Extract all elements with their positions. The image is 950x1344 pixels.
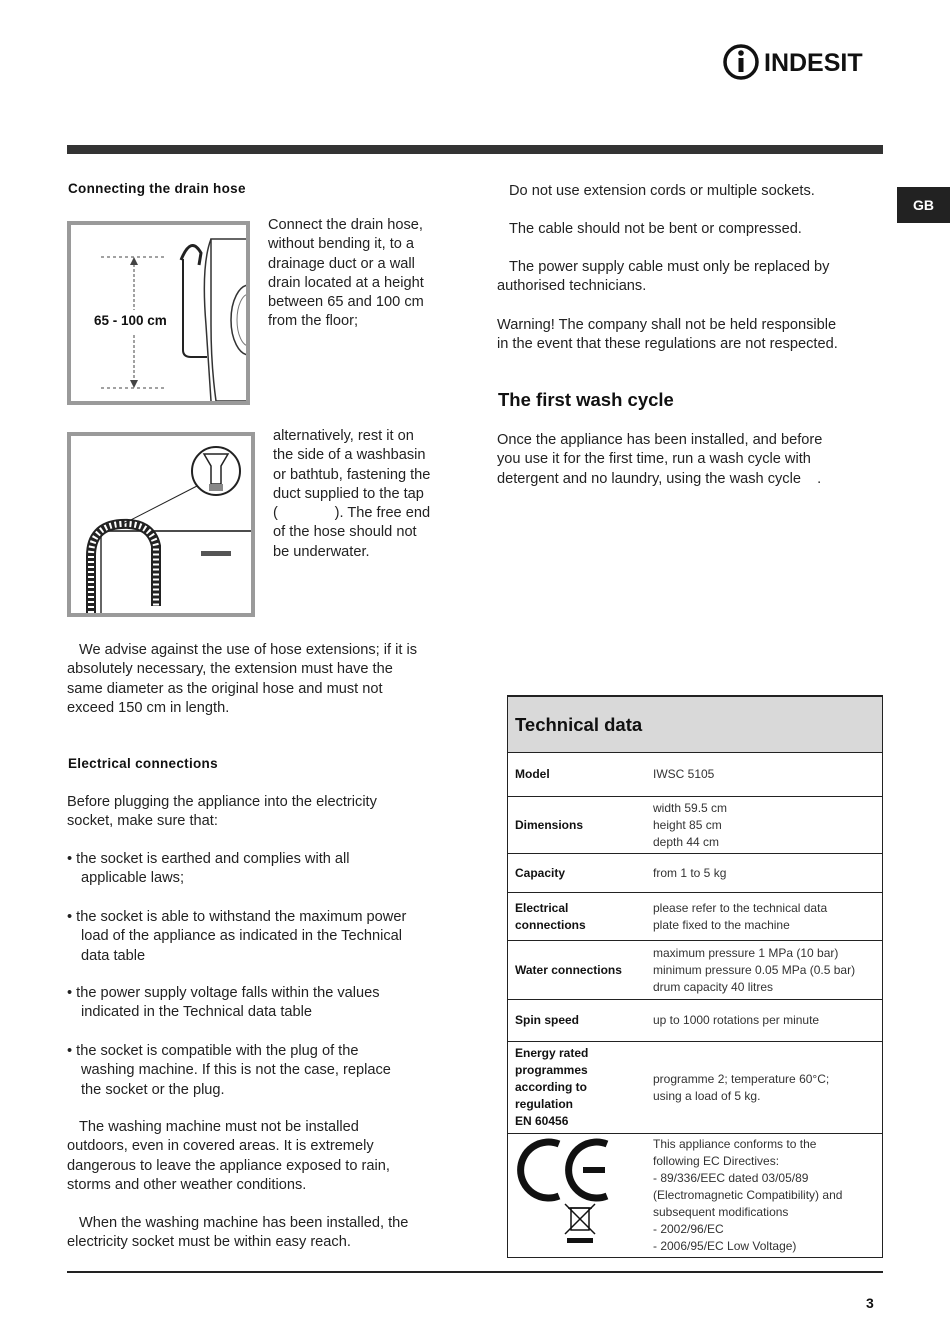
responsibility-warning: Warning! The company shall not be held responsible in the event that these regulations are not respected.: [497, 317, 838, 353]
electrical-intro: Before plugging the appliance into the electricity socket, make sure that:: [67, 794, 377, 830]
drain-height-label: 65 - 100 cm: [94, 313, 167, 328]
footer-rule: [67, 1271, 883, 1273]
technical-data-heading: Technical data: [507, 696, 883, 753]
technical-data-table: [507, 695, 883, 1258]
cable-replace-text: The power supply cable must only be replaced by authorised technicians.: [497, 259, 830, 295]
table-row: Water connections maximum pressure 1 MPa (10 bar) minimum pressure 0.05 MPa (0.5 bar) drum capacity 40 litres: [507, 941, 883, 1000]
header-rule: [67, 145, 883, 154]
cable-bend-text: The cable should not be bent or compressed.: [509, 221, 802, 237]
weee-bin-icon: [565, 1204, 595, 1243]
indesit-logo: [722, 40, 887, 84]
table-row: Model IWSC 5105: [507, 753, 883, 797]
extension-cords-text: Do not use extension cords or multiple sockets.: [509, 183, 815, 199]
electrical-bullet-2: • the socket is able to withstand the maximum power load of the appliance as indicated in the Technical data table: [67, 909, 407, 964]
electrical-bullet-3: • the power supply voltage falls within the values indicated in the Technical data table: [67, 985, 380, 1021]
electrical-heading: Electrical connections: [68, 756, 218, 771]
drain-hose-heading: Connecting the drain hose: [68, 181, 246, 196]
washbasin-hose-figure: [67, 432, 255, 617]
logo-text: INDESIT: [764, 49, 863, 77]
outdoor-warning: The washing machine must not be installed outdoors, even in covered areas. It is extremely dangerous to leave the appliance exposed to rain, storms and other weather conditions.: [67, 1119, 390, 1193]
hose-extension-advice: We advise against the use of hose extensions; if it is absolutely necessary, the extension must have the same diameter as the original hose and must not exceed 150 cm in length.: [67, 642, 418, 716]
drain-connect-text: Connect the drain hose, without bending it, to a drainage duct or a wall drain located at a height between 65 and 100 cm from the floor;: [268, 217, 424, 330]
washbasin-text: alternatively, rest it on the side of a washbasin or bathtub, fastening the duct supplied to the tap ( ). The free end of the hose should not be underwater.: [273, 428, 431, 560]
language-tab: GB: [897, 187, 950, 223]
table-row: Dimensions width 59.5 cm height 85 cm depth 44 cm: [507, 797, 883, 854]
drain-height-figure: [67, 221, 250, 405]
page-number: 3: [866, 1295, 874, 1311]
first-wash-heading: The first wash cycle: [498, 389, 674, 410]
socket-reach-text: When the washing machine has been installed, the electricity socket must be within easy reach.: [67, 1215, 409, 1251]
first-wash-text: Once the appliance has been installed, and before you use it for the first time, run a wash cycle with detergent and no laundry, using the wash cycle .: [497, 432, 823, 487]
electrical-bullet-4: • the socket is compatible with the plug of the washing machine. If this is not the case, replace the socket or the plug.: [67, 1043, 391, 1098]
table-row: This appliance conforms to the following EC Directives: - 89/336/EEC dated 03/05/89 (Electromagnetic Compatibility) and subsequent modifications - 2002/96/EC - 2006/95/EC Low Voltage): [507, 1134, 883, 1258]
table-row: Electrical connections please refer to the technical data plate fixed to the machine: [507, 893, 883, 941]
table-row: Capacity from 1 to 5 kg: [507, 854, 883, 893]
table-row: Energy rated programmes according to regulation EN 60456 programme 2; temperature 60°C; using a load of 5 kg.: [507, 1042, 883, 1134]
table-row: Spin speed up to 1000 rotations per minute: [507, 1000, 883, 1042]
electrical-bullet-1: • the socket is earthed and complies with all applicable laws;: [67, 851, 350, 887]
ce-mark-icon: [515, 1134, 625, 1252]
